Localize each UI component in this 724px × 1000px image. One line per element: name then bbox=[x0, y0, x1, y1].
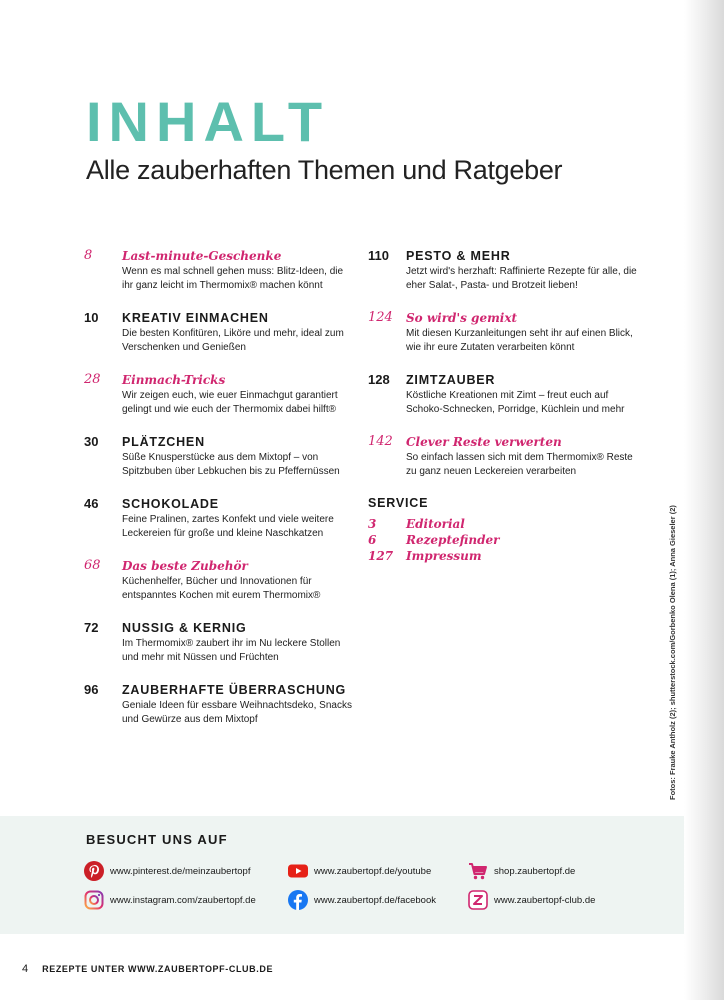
folio-page-number: 4 bbox=[22, 963, 29, 975]
zaubertopf-club-icon bbox=[468, 890, 488, 910]
page-number: 110 bbox=[368, 248, 389, 263]
toc-left-column bbox=[84, 248, 354, 744]
facebook-icon bbox=[288, 890, 308, 910]
service-item[interactable] bbox=[368, 548, 640, 564]
page-number: 124 bbox=[368, 310, 393, 325]
toc-entry[interactable] bbox=[84, 620, 354, 665]
toc-entry[interactable] bbox=[84, 496, 354, 541]
entry-description: Mit diesen Kurzanleitungen seht ihr auf einen Blick, wie ihr eure Zutaten verarbeiten könnt bbox=[406, 328, 633, 353]
youtube-link[interactable] bbox=[288, 861, 431, 881]
link-text: www.pinterest.de/meinzaubertopf bbox=[110, 865, 251, 877]
page-number: 96 bbox=[84, 682, 99, 697]
entry-title: Einmach-Tricks bbox=[122, 373, 226, 387]
link-text: www.zaubertopf.de/facebook bbox=[314, 894, 436, 906]
page-number: 128 bbox=[368, 372, 390, 387]
social-heading: BESUCHT UNS AUF bbox=[86, 832, 228, 847]
entry-description: Jetzt wird's herzhaft: Raffinierte Rezepte für alle, die eher Salat-, Pasta- und Brotzeit lieben! bbox=[406, 266, 637, 291]
page-number: 10 bbox=[84, 310, 99, 325]
shop-link[interactable] bbox=[468, 861, 575, 881]
link-text: www.zaubertopf.de/youtube bbox=[314, 865, 432, 877]
link-text: www.zaubertopf-club.de bbox=[494, 894, 596, 906]
toc-entry[interactable] bbox=[368, 310, 640, 355]
page-number: 72 bbox=[84, 620, 99, 635]
entry-description: Wenn es mal schnell gehen muss: Blitz-Ideen, die ihr ganz leicht im Thermomix® machen könnt bbox=[122, 266, 344, 291]
pinterest-link[interactable] bbox=[84, 861, 250, 881]
entry-title: PLÄTZCHEN bbox=[122, 435, 205, 449]
page-title: INHALT bbox=[86, 90, 330, 153]
footer-text: REZEPTE UNTER WWW.ZAUBERTOPF-CLUB.DE bbox=[42, 964, 274, 974]
service-label: Rezeptefinder bbox=[406, 533, 500, 547]
page-subtitle: Alle zauberhaften Themen und Ratgeber bbox=[86, 155, 563, 185]
service-label: Editorial bbox=[406, 517, 465, 531]
toc-right-column bbox=[368, 248, 640, 564]
club-link[interactable] bbox=[468, 890, 595, 910]
page-number: 28 bbox=[84, 372, 101, 387]
entry-title: KREATIV EINMACHEN bbox=[122, 311, 269, 325]
service-label: Impressum bbox=[406, 549, 482, 563]
entry-description: So einfach lassen sich mit dem Thermomix® Reste zu ganz neuen Leckereien verarbeiten bbox=[406, 452, 633, 477]
photo-credit: Fotos: Frauke Antholz (2); shutterstock.com/Gorbenko Olena (1); Anna Gieseler (2) bbox=[668, 505, 677, 800]
entry-description: Köstliche Kreationen mit Zimt – freut euch auf Schoko-Schnecken, Porridge, Küchlein und mehr bbox=[406, 390, 625, 415]
link-text: www.instagram.com/zaubertopf.de bbox=[110, 894, 256, 906]
entry-title: ZAUBERHAFTE ÜBERRASCHUNG bbox=[122, 683, 347, 697]
entry-description: Wir zeigen euch, wie euer Einmachgut garantiert gelingt und wie euch der Thermomix dabei hilft® bbox=[122, 390, 338, 415]
toc-entry[interactable] bbox=[84, 372, 354, 417]
toc-entry[interactable] bbox=[368, 372, 640, 417]
entry-title: ZIMTZAUBER bbox=[406, 373, 496, 387]
toc-entry[interactable] bbox=[84, 248, 354, 293]
entry-title: Clever Reste verwerten bbox=[406, 435, 562, 449]
page-number: 6 bbox=[368, 533, 377, 547]
social-links-section bbox=[0, 816, 684, 934]
toc-entry[interactable] bbox=[368, 248, 640, 293]
entry-title: So wird's gemixt bbox=[406, 311, 518, 325]
page-edge-shadow bbox=[684, 0, 724, 1000]
entry-description: Süße Knusperstücke aus dem Mixtopf – von Spitzbuben über Lebkuchen bis zu Pfeffernüssen bbox=[122, 452, 340, 477]
service-heading: SERVICE bbox=[368, 496, 429, 510]
page-number: 68 bbox=[84, 558, 101, 573]
page-number: 3 bbox=[368, 517, 377, 531]
entry-title: PESTO & MEHR bbox=[406, 249, 511, 263]
service-item[interactable] bbox=[368, 516, 640, 532]
facebook-link[interactable] bbox=[288, 890, 436, 910]
instagram-link[interactable] bbox=[84, 890, 256, 910]
link-text: shop.zaubertopf.de bbox=[494, 865, 576, 877]
page-number: 142 bbox=[368, 434, 393, 449]
entry-description: Geniale Ideen für essbare Weihnachtsdeko, Snacks und Gewürze aus dem Mixtopf bbox=[122, 700, 352, 725]
toc-entry[interactable] bbox=[368, 434, 640, 479]
page-number: 127 bbox=[368, 549, 394, 563]
service-item[interactable] bbox=[368, 532, 640, 548]
page-number: 8 bbox=[84, 248, 93, 263]
toc-entry[interactable] bbox=[84, 682, 354, 727]
page-number: 30 bbox=[84, 434, 99, 449]
entry-title: Das beste Zubehör bbox=[122, 559, 248, 573]
page-number: 46 bbox=[84, 496, 99, 511]
toc-entry[interactable] bbox=[84, 434, 354, 479]
cart-icon bbox=[468, 861, 488, 881]
toc-entry[interactable] bbox=[84, 310, 354, 355]
entry-title: Last-minute-Geschenke bbox=[122, 249, 282, 263]
toc-entry[interactable] bbox=[84, 558, 354, 603]
instagram-icon bbox=[84, 890, 104, 910]
pinterest-icon bbox=[84, 861, 104, 881]
entry-description: Feine Pralinen, zartes Konfekt und viele weitere Leckereien für große und kleine Naschkatzen bbox=[122, 514, 334, 539]
entry-description: Die besten Konfitüren, Liköre und mehr, ideal zum Verschenken und Genießen bbox=[122, 328, 344, 353]
entry-title: SCHOKOLADE bbox=[122, 497, 219, 511]
page-footer bbox=[22, 963, 273, 975]
youtube-icon bbox=[288, 861, 308, 881]
entry-description: Küchenhelfer, Bücher und Innovationen für entspanntes Kochen mit eurem Thermomix® bbox=[122, 576, 321, 601]
entry-description: Im Thermomix® zaubert ihr im Nu leckere Stollen und mehr mit Nüssen und Früchten bbox=[122, 638, 341, 663]
entry-title: NUSSIG & KERNIG bbox=[122, 621, 247, 635]
